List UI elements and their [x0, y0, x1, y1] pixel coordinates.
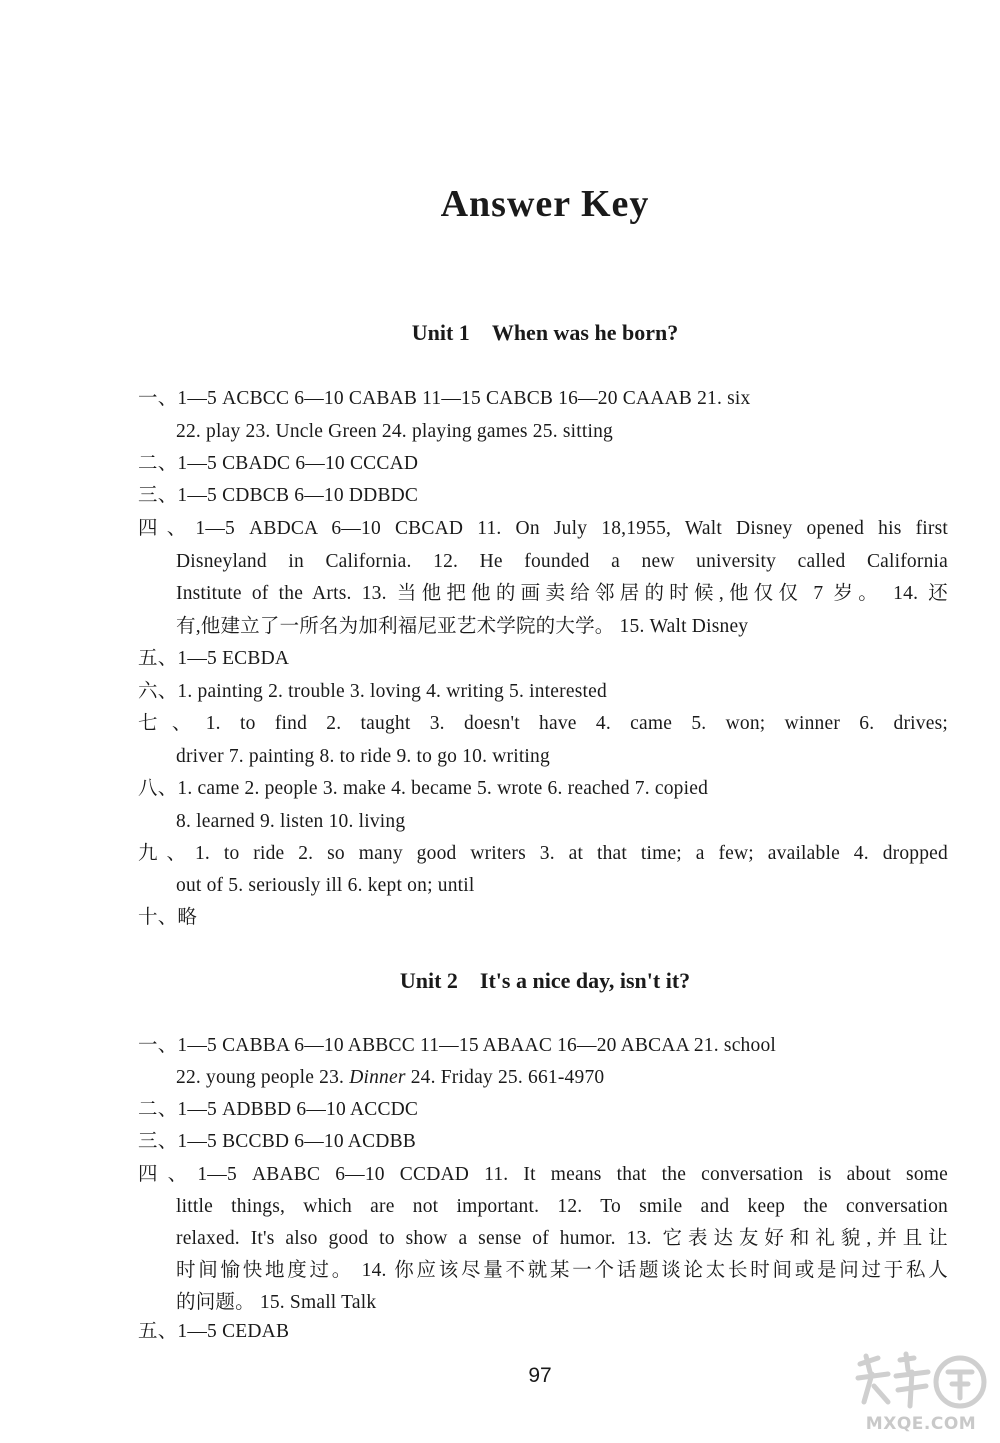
- answer-line: 的问题。 15. Small Talk: [176, 1292, 377, 1313]
- answer-line: 二、1—5 CBADC 6—10 CCCAD: [138, 453, 419, 474]
- answer-line: relaxed. It's also good to show a sense of humor. 13. 它表达友好和礼貌,并且让: [176, 1228, 948, 1249]
- watermark-logo: [848, 1350, 994, 1438]
- unit-title: When was he born?: [491, 320, 679, 345]
- answer-line: 五、1—5 ECBDA: [138, 648, 290, 669]
- answer-line: [176, 1062, 948, 1094]
- watermark-icon: [848, 1350, 994, 1416]
- answer-line: 五、1—5 CEDAB: [138, 1321, 290, 1342]
- answer-line: Institute of the Arts. 13. 当他把他的画卖给邻居的时候,他仅仅 7 岁。 14. 还: [176, 583, 948, 604]
- answer-line: 八、1. came 2. people 3. make 4. became 5. wrote 6. reached 7. copied: [138, 778, 709, 799]
- answer-line: out of 5. seriously ill 6. kept on; until: [176, 875, 475, 896]
- answer-line: little things, which are not important. 12. To smile and keep the conversation: [176, 1196, 948, 1217]
- answer-line: 四、1—5 ABABC 6—10 CCDAD 11. It means that the conversation is about some: [138, 1164, 948, 1185]
- answer-line: driver 7. painting 8. to ride 9. to go 10. writing: [176, 746, 550, 767]
- answer-line: 九、1. to ride 2. so many good writers 3. at that time; a few; available 4. dropped: [138, 843, 948, 864]
- page-number: 97: [528, 1364, 552, 1387]
- answer-line: 四、1—5 ABDCA 6—10 CBCAD 11. On July 18,1955, Walt Disney opened his first: [138, 518, 948, 539]
- unit-label: Unit 1: [411, 320, 470, 345]
- page-title: Answer Key: [440, 183, 650, 225]
- answer-line: 七、1. to find 2. taught 3. doesn't have 4. came 5. won; winner 6. drives;: [138, 713, 948, 734]
- answer-line: 二、1—5 ADBBD 6—10 ACCDC: [138, 1099, 419, 1120]
- answer-line: 三、1—5 BCCBD 6—10 ACDBB: [138, 1131, 416, 1152]
- watermark-text: MXQE.COM: [865, 1414, 977, 1434]
- answer-line: Disneyland in California. 12. He founded a new university called California: [176, 551, 948, 572]
- answer-text: 24. Friday 25. 661-4970: [405, 1067, 605, 1088]
- answer-text: 22. young people 23.: [176, 1067, 350, 1088]
- unit-heading: [0, 968, 1000, 994]
- answer-line: 十、略: [138, 907, 198, 928]
- answer-line: 六、1. painting 2. trouble 3. loving 4. writing 5. interested: [138, 681, 607, 702]
- answer-line: 22. play 23. Uncle Green 24. playing games 25. sitting: [176, 421, 614, 442]
- answer-line: 三、1—5 CDBCB 6—10 DDBDC: [138, 485, 419, 506]
- answer-line: 时间愉快地度过。 14. 你应该尽量不就某一个话题谈论太长时间或是问过于私人: [176, 1260, 948, 1281]
- unit-heading: [0, 320, 1000, 346]
- unit-label: Unit 2: [399, 968, 458, 993]
- unit-title: It's a nice day, isn't it?: [479, 968, 691, 993]
- answer-line: 有,他建立了一所名为加利福尼亚艺术学院的大学。 15. Walt Disney: [176, 616, 749, 637]
- answer-italic: Dinner: [349, 1067, 406, 1088]
- answer-line: 一、1—5 ACBCC 6—10 CABAB 11—15 CABCB 16—20 CAAAB 21. six: [138, 388, 751, 409]
- answer-line: 一、1—5 CABBA 6—10 ABBCC 11—15 ABAAC 16—20 ABCAA 21. school: [138, 1035, 777, 1056]
- answer-line: 8. learned 9. listen 10. living: [176, 811, 406, 832]
